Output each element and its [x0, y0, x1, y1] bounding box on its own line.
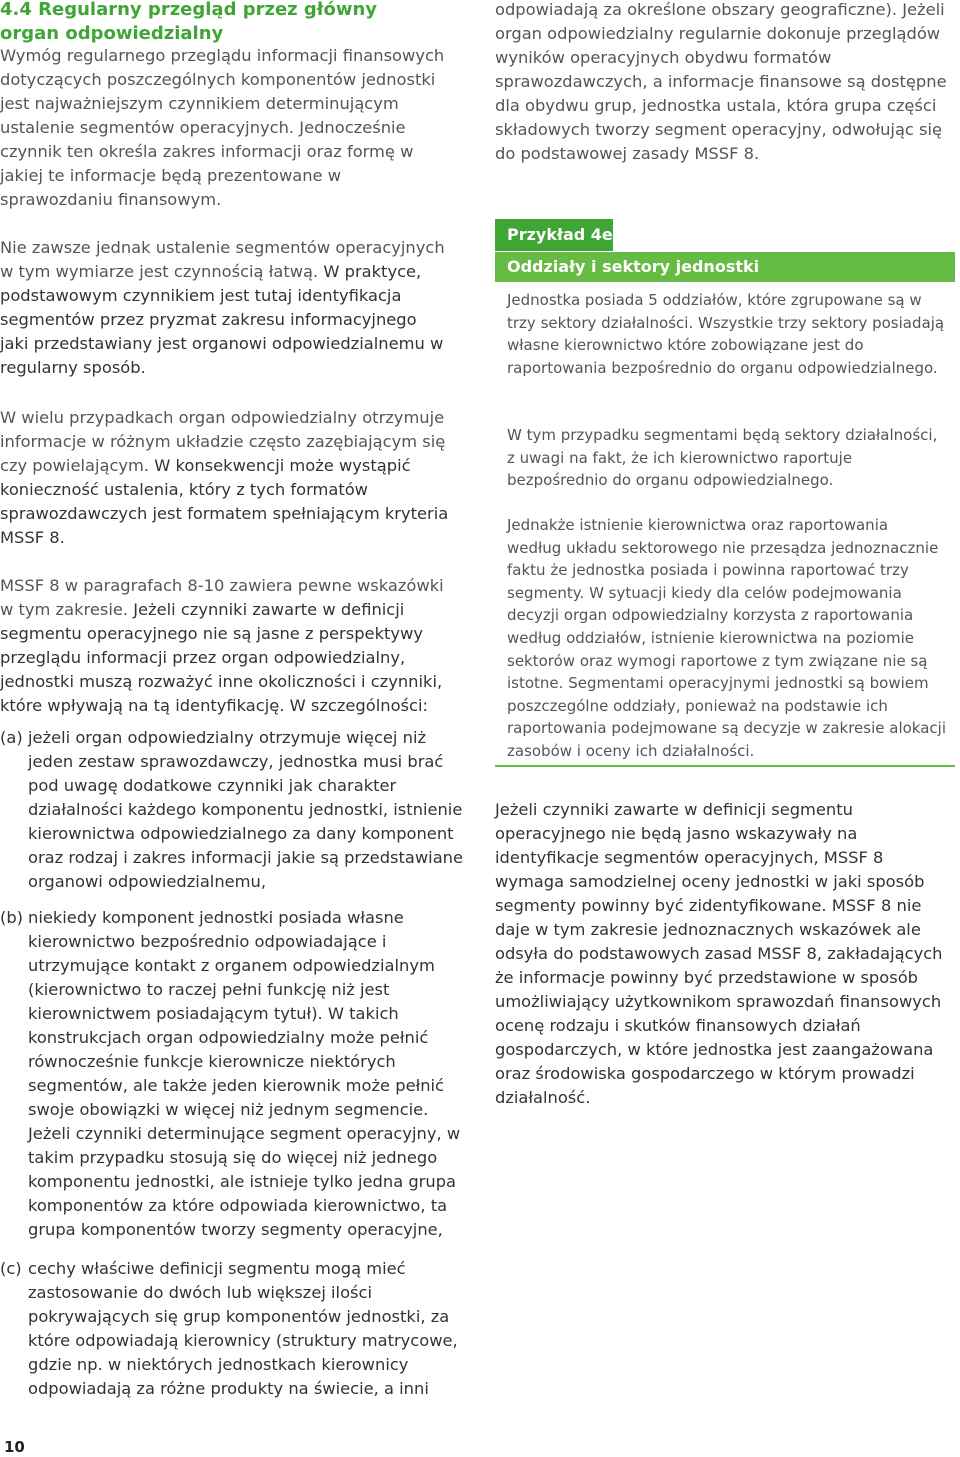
example-paragraph-2: W tym przypadku segmentami będą sektory działalności, z uwagi na fakt, że ich kierownictwo raportuje bezpośrednio do organu odpowiedzialnego. — [507, 426, 938, 490]
list-marker: (b) — [0, 908, 24, 927]
paragraph-conclusion: Jeżeli czynniki zawarte w definicji segmentu operacyjnego nie będą jasno wskazywały na identyfikacje segmentów operacyjnych, MSSF 8 wymaga samodzielnej oceny jednostki w jaki sposób segmenty powinny być zidentyfikowane. MSSF 8 nie daje w tym zakresie jednoznacznych wskazówek ale odsyła do podstawowych zasad MSSF 8, zakładających że informacje powinny być przedstawione w sposób umożliwiający użytkownikom sprawozdań finansowych ocenę rodzaju i skutków finansowych działań gospodarczych, w które jednostka jest zaangażowana oraz środowiska gospodarczego w którym prowadzi działalność. — [495, 800, 943, 1107]
page-number: 10 — [4, 1438, 25, 1456]
list-marker: (c) — [0, 1259, 22, 1278]
paragraph-practice — [0, 236, 450, 380]
paragraph-guidance-lead: MSSF 8 w paragrafach 8-10 zawiera pewne wskazówki w tym zakresie. — [0, 576, 444, 619]
paragraph-practice-lead: Nie zawsze jednak ustalenie segmentów operacyjnych w tym wymiarze jest czynnością łatwą. — [0, 238, 445, 281]
example-subtitle: Oddziały i sektory jednostki — [495, 252, 955, 282]
paragraph-guidance-body: Jeżeli czynniki zawarte w definicji segmentu operacyjnego nie są jasne z perspektywy przeglądu informacji przez organ odpowiedzialny, jednostki muszą rozważyć inne okoliczności i czynniki, które wpływają na tą identyfikację. W szczególności: — [0, 600, 443, 715]
paragraph-continued: odpowiadają za określone obszary geograficzne). Jeżeli organ odpowiedzialny regularnie dokonuje przeglądów wyników operacyjnych obydwu formatów sprawozdawczych, a informacje finansowe są dostępne dla obydwu grup, jednostka ustala, która grupa części składowych tworzy segment operacyjny, odwołując się do podstawowej zasady MSSF 8. — [495, 0, 947, 163]
section-heading: 4.4 Regularny przegląd przez główny organ odpowiedzialny — [0, 0, 378, 44]
paragraph-intro: Wymóg regularnego przeglądu informacji finansowych dotyczących poszczególnych komponentów jednostki jest najważniejszym czynnikiem determinującym ustalenie segmentów operacyjnych. Jednocześnie czynnik ten określa zakres informacji oraz formę w jakiej te informacje będą prezentowane w sprawozdaniu finansowym. — [0, 46, 445, 209]
paragraph-formats — [0, 406, 452, 550]
list-text: cechy właściwe definicji segmentu mogą mieć zastosowanie do dwóch lub większej ilości pokrywających się grup komponentów jednostki, za które odpowiadają kierownicy (struktury matrycowe, gdzie np. w niektórych jednostkach kierownicy odpowiadają za różne produkty na świecie, a inni — [28, 1259, 458, 1398]
paragraph-formats-lead: W wielu przypadkach organ odpowiedzialny otrzymuje informacje w różnym układzie często zazębiającym się czy powielającym. — [0, 408, 446, 475]
example-paragraph-3: Jednakże istnienie kierownictwa oraz raportowania według układu sektorowego nie przesądza jednoznacznie faktu że jednostka posiada i powinna raportować trzy segmenty. W sytuacji kiedy dla celów podejmowania decyzji organ odpowiedzialny korzysta z raportowania według oddziałów, istnienie kierownictwa na poziomie sektorów oraz wymogi raportowe z tym związane nie są istotne. Segmentami operacyjnymi jednostki są bowiem poszczególne oddziały, ponieważ na podstawie ich raportowania podejmowane są decyzje w zakresie alokacji zasobów i oceny ich działalności. — [507, 516, 946, 760]
paragraph-practice-body: W praktyce, podstawowym czynnikiem jest tutaj identyfikacja segmentów przez pryzmat zakresu informacyjnego jaki przedstawiany jest organowi odpowiedzialnemu w regularny sposób. — [0, 262, 444, 377]
example-bottom-rule — [495, 765, 955, 767]
list-marker: (a) — [0, 728, 23, 747]
example-paragraph-1: Jednostka posiada 5 oddziałów, które zgrupowane są w trzy sektory działalności. Wszystkie trzy sektory posiadają własne kierownictwo które zobowiązane jest do raportowania bezpośrednio do organu odpowiedzialnego. — [507, 291, 945, 377]
paragraph-guidance — [0, 574, 452, 718]
list-text: niekiedy komponent jednostki posiada własne kierownictwo bezpośrednio odpowiadające i utrzymujące kontakt z organem odpowiedzialnym (kierownictwo to raczej pełni funkcję niż jest kierownictwem posiadającym tytuł). W takich konstrukcjach organ odpowiedzialny może pełnić równocześnie funkcje kierownicze niektórych segmentów, ale także jeden kierownik może pełnić swoje obowiązki w więcej niż jednym segmencie. Jeżeli czynniki determinujące segment operacyjny, w takim przypadku stosują się do więcej niż jednego komponentu jednostki, ale istnieje tylko jedna grupa komponentów za które odpowiada kierownictwo, ta grupa komponentów tworzy segmenty operacyjne, — [28, 908, 461, 1239]
paragraph-formats-body: W konsekwencji może wystąpić konieczność ustalenia, który z tych formatów sprawozdawczych jest formatem spełniającym kryteria MSSF 8. — [0, 456, 449, 547]
example-title: Przykład 4e — [495, 219, 613, 251]
list-text: jeżeli organ odpowiedzialny otrzymuje więcej niż jeden zestaw sprawozdawczy, jednostka musi brać pod uwagę dodatkowe czynniki jak charakter działalności każdego komponentu jednostki, istnienie kierownictwa odpowiedzialnego za dany komponent oraz rodzaj i zakres informacji jakie są przedstawiane organowi odpowiedzialnemu, — [28, 728, 464, 891]
